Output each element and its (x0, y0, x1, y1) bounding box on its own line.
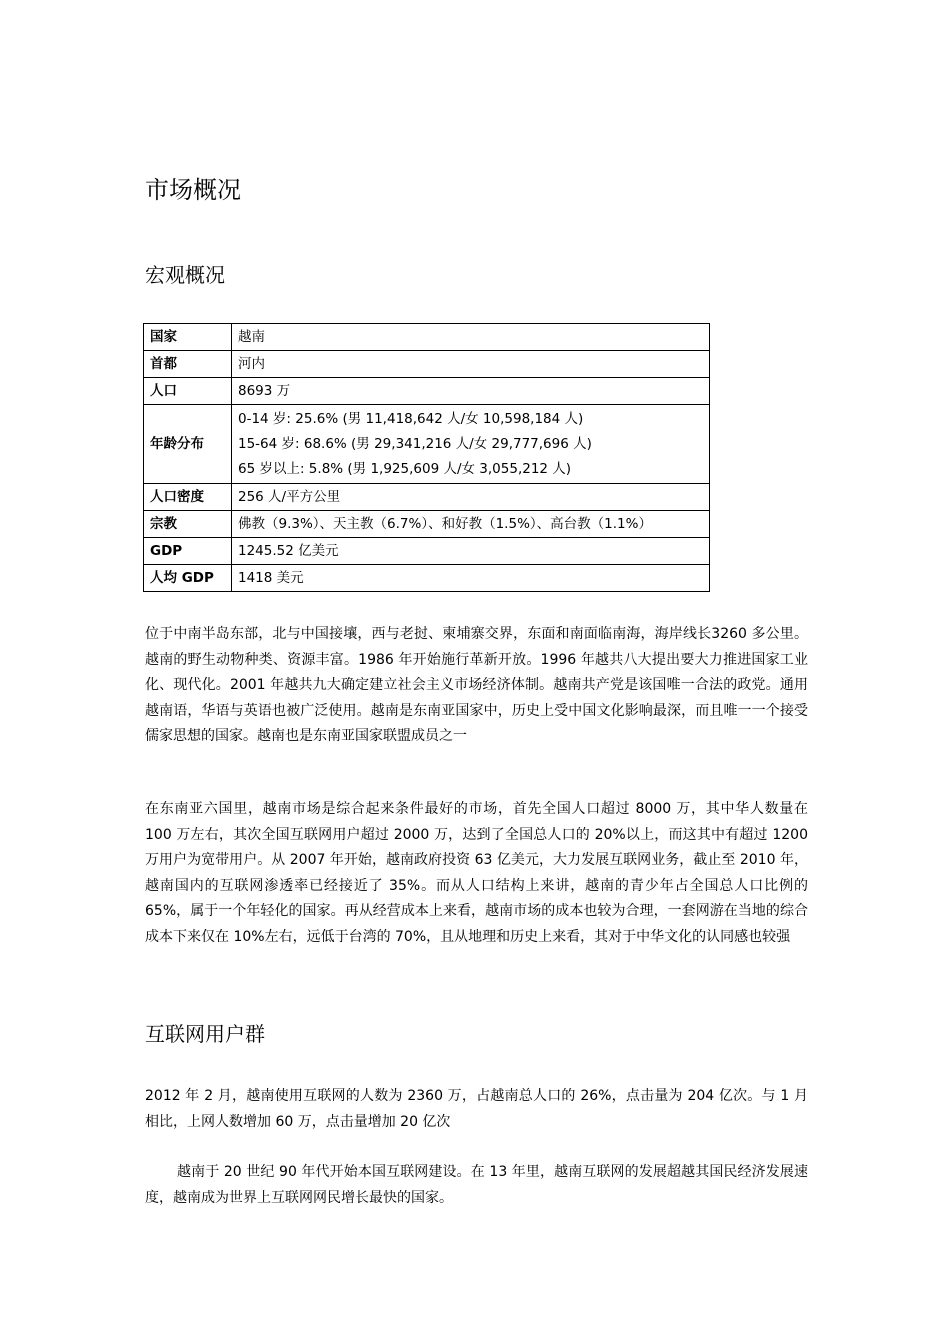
table-row (144, 351, 710, 378)
section-title-macro: 宏观概况 (145, 263, 225, 287)
age-line: 0-14 岁: 25.6% (男 11,418,642 人/女 10,598,184 人) (238, 410, 584, 427)
age-line: 65 岁以上: 5.8% (男 1,925,609 人/女 3,055,212 人) (238, 460, 572, 477)
table-key: 人均 GDP (144, 565, 232, 592)
table-row (144, 565, 710, 592)
table-key: 人口密度 (144, 484, 232, 511)
table-key: 年龄分布 (144, 405, 232, 484)
table-value: 8693 万 (232, 378, 710, 405)
age-line: 15-64 岁: 68.6% (男 29,341,216 人/女 29,777,696 人) (238, 435, 592, 452)
table-key: 宗教 (144, 511, 232, 538)
page-title: 市场概况 (145, 176, 241, 204)
table-row (144, 324, 710, 351)
table-value: 越南 (232, 324, 710, 351)
table-row (144, 511, 710, 538)
table-key: 首都 (144, 351, 232, 378)
table-row (144, 538, 710, 565)
table-key: 国家 (144, 324, 232, 351)
section-title-internet-users: 互联网用户群 (145, 1022, 265, 1046)
table-value: 1418 美元 (232, 565, 710, 592)
paragraph-internet-stats: 2012 年 2 月，越南使用互联网的人数为 2360 万，占越南总人口的 26%，点击量为 204 亿次。与 1 月相比，上网人数增加 60 万，点击量增加 20 亿次 (145, 1088, 808, 1130)
table-row (144, 484, 710, 511)
table-key: 人口 (144, 378, 232, 405)
table-row (144, 378, 710, 405)
paragraph-geography: 位于中南半岛东部，北与中国接壤，西与老挝、柬埔寨交界，东面和南面临南海，海岸线长3260 多公里。越南的野生动物种类、资源丰富。1986 年开始施行革新开放。1996 年越共八大提出要大力推进国家工业化、现代化。2001 年越共九大确定建立社会主义市场经济体制。越南共产党是该国唯一合法的政党。通用越南语，华语与英语也被广泛使用。越南是东南亚国家中，历史上受中国文化影响最深，而且唯一一个接受儒家思想的国家。越南也是东南亚国家联盟成员之一 (145, 626, 808, 744)
table-row (144, 405, 710, 484)
paragraph-market: 在东南亚六国里，越南市场是综合起来条件最好的市场，首先全国人口超过 8000 万，其中华人数量在 100 万左右，其次全国互联网用户超过 2000 万，达到了全国总人口的 20%以上，而这其中有超过 1200 万用户为宽带用户。从 2007 年开始，越南政府投资 63 亿美元，大力发展互联网业务，截止至 2010 年，越南国内的互联网渗透率已经接近了 35%。而从人口结构上来讲，越南的青少年占全国总人口比例的 65%，属于一个年轻化的国家。再从经营成本上来看，越南市场的成本也较为合理，一套网游在当地的综合成本下来仅在 10%左右，远低于台湾的 70%，且从地理和历史上来看，其对于中华文化的认同感也较强 (145, 801, 808, 945)
table-value: 1245.52 亿美元 (232, 538, 710, 565)
table-key: GDP (144, 538, 232, 565)
paragraph-internet-history: 越南于 20 世纪 90 年代开始本国互联网建设。在 13 年里，越南互联网的发展超越其国民经济发展速度，越南成为世界上互联网网民增长最快的国家。 (145, 1164, 808, 1206)
table-value: 256 人/平方公里 (232, 484, 710, 511)
country-info-table (143, 323, 710, 592)
table-value: 佛教（9.3%）、天主教（6.7%）、和好教（1.5%）、高台教（1.1%） (232, 511, 710, 538)
table-value-age-distribution (232, 405, 710, 484)
table-value: 河内 (232, 351, 710, 378)
